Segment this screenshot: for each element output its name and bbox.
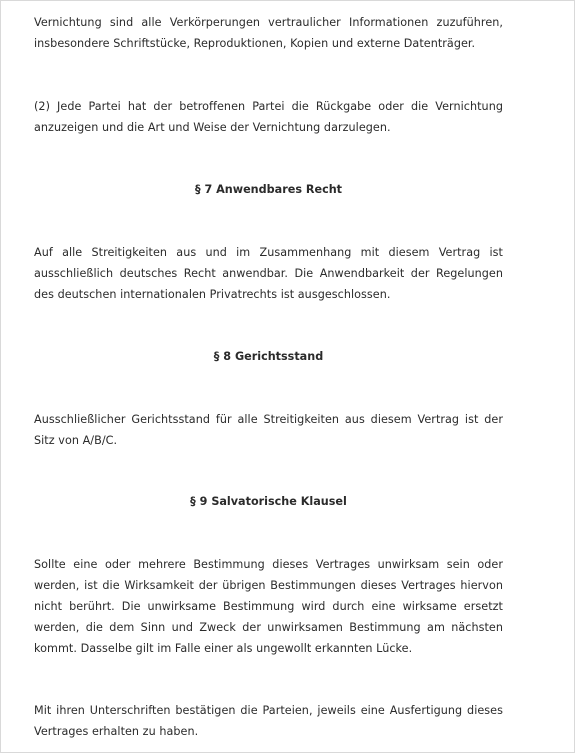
section-heading-applicable-law: § 7 Anwendbares Recht (194, 183, 343, 196)
paragraph-severability: Sollte eine oder mehrere Bestimmung dieses Vertrages unwirksam sein oder werden, ist die Wirksamkeit der übrigen Bestimmungen dieses Vertrages hiervon nicht berührt. Die unwirksame Bestimmung wird durch eine wirksame ersetzt werden, die dem Sinn und Zweck der unwirksamen Bestimmung am nächsten kommt. Dasselbe gilt im Falle einer als ungewollt erkannten Lücke. (34, 558, 503, 655)
paragraph-notification-of-destruction: (2) Jede Partei hat der betroffenen Partei die Rückgabe oder die Vernichtung anzuzeigen und die Art und Weise der Vernichtung darzulegen. (34, 100, 503, 134)
paragraph-applicable-law: Auf alle Streitigkeiten aus und im Zusammenhang mit diesem Vertrag ist ausschließlich deutsches Recht anwendbar. Die Anwendbarkeit der Regelungen des deutschen internationalen Privatrechts ist ausgeschlossen. (34, 246, 503, 301)
paragraph-signatures: Mit ihren Unterschriften bestätigen die Parteien, jeweils eine Ausfertigung dieses Vertrages erhalten zu haben. (34, 704, 503, 738)
section-heading-jurisdiction: § 8 Gerichtsstand (213, 350, 324, 363)
paragraph-jurisdiction: Ausschließlicher Gerichtsstand für alle Streitigkeiten aus diesem Vertrag ist der Sitz von A/B/C. (34, 413, 503, 447)
section-heading-severability-clause: § 9 Salvatorische Klausel (190, 495, 347, 508)
paragraph-destruction-items: Vernichtung sind alle Verkörperungen vertraulicher Informationen zuzuführen, insbesondere Schriftstücke, Reproduktionen, Kopien und externe Datenträger. (34, 16, 503, 50)
